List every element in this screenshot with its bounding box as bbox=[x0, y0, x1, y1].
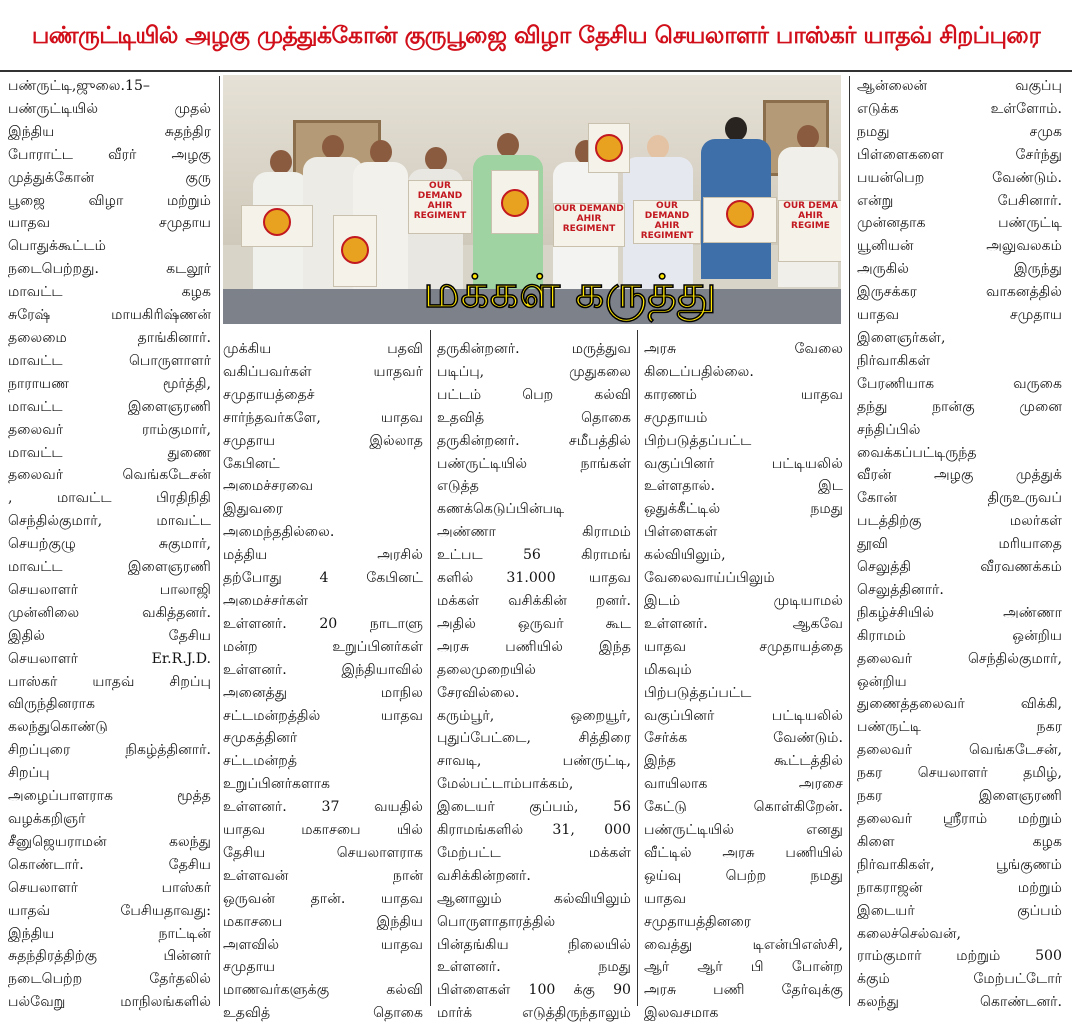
article-line: கிளை கழக bbox=[857, 833, 1062, 850]
photo-placard: OUR DEMAND AHIR REGIMENT bbox=[408, 180, 472, 234]
article-line: சமுகத்தினர் bbox=[223, 730, 298, 747]
article-line: உள்ளனர். இந்தியாவில் bbox=[223, 661, 423, 678]
article-line: பிற்படுத்தப்பட்ட bbox=[644, 684, 752, 701]
article-line: பயன்பெற வேண்டும். bbox=[857, 169, 1062, 186]
article-line: நகர இளைஞரணி bbox=[857, 788, 1062, 805]
article-line: மேற்பட்ட மக்கள் bbox=[437, 844, 631, 861]
article-line: உதவித் தொகை bbox=[437, 409, 631, 426]
article-line: எடுத்த bbox=[437, 478, 479, 495]
article-line: செந்தில்குமார், மாவட்ட bbox=[8, 513, 211, 530]
article-line: பண்ருட்டி,ஜுலை.15– bbox=[8, 78, 150, 94]
photo-placard bbox=[703, 197, 777, 243]
article-line: கலந்துகொண்டு bbox=[8, 719, 108, 736]
article-line: சிறப்புரை நிகழ்த்தினார். bbox=[8, 742, 211, 759]
article-line: மார்க் எடுத்திருந்தாலும் bbox=[437, 1005, 631, 1022]
article-line: சமுதாய இல்லாத bbox=[223, 432, 423, 449]
article-line: அமைச்சரவை bbox=[223, 478, 314, 495]
article-line: மாவட்ட கழக bbox=[8, 284, 211, 301]
article-line: அரசு பணி தேர்வுக்கு bbox=[644, 982, 843, 999]
article-line: புதுப்பேட்டை, சித்திரை bbox=[437, 730, 631, 747]
article-line: அழைப்பாளராக மூத்த bbox=[8, 788, 211, 805]
article-column-5 bbox=[857, 75, 1062, 1014]
article-line: உதவித் தொகை bbox=[223, 1005, 423, 1022]
article-line: செயலாளர் பாஸ்கர் bbox=[8, 879, 211, 896]
article-line: தலைவர் செந்தில்குமார், bbox=[857, 650, 1062, 667]
article-line: ஆர் ஆர் பி போன்ற bbox=[644, 959, 843, 976]
article-line: உள்ளவன் நான் bbox=[223, 867, 423, 884]
article-line: மத்திய அரசில் bbox=[223, 547, 423, 564]
photo-caption-text: மக்கள் கருத்து bbox=[423, 263, 717, 318]
article-line: ஒய்வு பெற்ற நமது bbox=[644, 867, 843, 884]
article-line: இதுவரை bbox=[223, 501, 284, 518]
article-line: நிர்வாகிகள் bbox=[857, 352, 931, 369]
article-line: என்று பேசினார். bbox=[857, 192, 1062, 209]
article-line: வகிப்பவர்கள் யாதவர் bbox=[223, 363, 423, 380]
article-line: நடைபெற்ற தேர்தலில் bbox=[8, 971, 211, 988]
article-line: இளைஞர்கள், bbox=[857, 329, 946, 346]
article-line: கலைச்செல்வன், bbox=[857, 925, 961, 942]
photo-placard: OUR DEMAND AHIR REGIMENT bbox=[553, 203, 625, 247]
article-line: எடுக்க உள்ளோம். bbox=[857, 100, 1062, 117]
article-line: பேரணியாக வருகை bbox=[857, 375, 1062, 392]
article-line: தேசிய செயலாளராக bbox=[223, 844, 423, 861]
article-line: உள்ளனர். 20 நாடாளு bbox=[223, 615, 423, 632]
article-line: கேபினட் bbox=[223, 455, 280, 472]
article-line: சட்டமன்றத்தில் யாதவ bbox=[223, 707, 423, 724]
article-line: கேட்டு கொள்கிறேன். bbox=[644, 799, 843, 816]
photo-caption bbox=[350, 262, 790, 326]
article-line: ராம்குமார் மற்றும் 500 bbox=[857, 948, 1062, 965]
article-line: சீனுஜெயராமன் கலந்து bbox=[8, 833, 211, 850]
article-line: முன்னிலை வகித்தனர். bbox=[8, 604, 211, 621]
article-line: கிராமம் ஒன்றிய bbox=[857, 627, 1062, 644]
article-line: மாவட்ட இளைஞரணி bbox=[8, 398, 211, 415]
column-divider-4 bbox=[849, 76, 850, 1006]
article-line: உறுப்பினர்களாக bbox=[223, 776, 331, 793]
article-line: சமுதாயம் bbox=[644, 409, 708, 426]
article-line: வகுப்பினர் பட்டியலில் bbox=[644, 455, 843, 472]
article-line: சேரவில்லை. bbox=[437, 684, 520, 701]
article-line: காரணம் யாதவ bbox=[644, 386, 843, 403]
article-line: சட்டமன்றத் bbox=[223, 753, 298, 770]
article-line: பிற்படுத்தப்பட்ட bbox=[644, 432, 752, 449]
article-line: கலந்து கொண்டனர். bbox=[857, 994, 1062, 1011]
article-line: யாதவ bbox=[644, 890, 687, 907]
article-line: இதில் தேசிய bbox=[8, 627, 211, 644]
article-line: உள்ளனர். நமது bbox=[437, 959, 631, 976]
headline-text: பண்ருட்டியில் அழகு முத்துக்கோன் குருபூஜை விழா தேசிய செயலாளர் பாஸ்கர் யாதவ் சிறப்புரை bbox=[31, 20, 1041, 49]
article-line: யாதவ் பேசியதாவது: bbox=[8, 902, 211, 919]
article-line: ஒதுக்கீட்டில் நமது bbox=[644, 501, 843, 518]
article-line: , மாவட்ட பிரதிநிதி bbox=[8, 490, 211, 507]
article-column-3 bbox=[437, 338, 631, 1025]
article-line: உள்ளனர். ஆகவே bbox=[644, 615, 843, 632]
article-line: ஆனாலும் கல்வியிலும் bbox=[437, 890, 631, 907]
column-divider-2 bbox=[430, 330, 431, 1006]
article-line: சமுதாய bbox=[223, 959, 276, 976]
article-line: தூவி மரியாதை bbox=[857, 536, 1062, 553]
headline bbox=[0, 0, 1072, 72]
article-line: பிள்ளைகளை சேர்ந்து bbox=[857, 146, 1062, 163]
article-line: உள்ளனர். 37 வயதில் bbox=[223, 799, 423, 816]
article-line: யாதவ மகாசபை யில் bbox=[223, 822, 423, 839]
article-line: பல்வேறு மாநிலங்களில் bbox=[8, 994, 211, 1011]
article-line: பிள்ளைகள் 100 க்கு 90 bbox=[437, 982, 631, 999]
article-line: ஒன்றிய bbox=[857, 673, 907, 690]
article-line: மாவட்ட துணை bbox=[8, 444, 211, 461]
column-divider-1 bbox=[219, 76, 220, 1006]
article-line: அருகில் இருந்து bbox=[857, 261, 1062, 278]
article-line: சேர்க்க வேண்டும். bbox=[644, 730, 843, 747]
article-line: மாணவர்களுக்கு கல்வி bbox=[223, 982, 423, 999]
article-line: நடைபெற்றது. கடலூர் bbox=[8, 261, 211, 278]
article-line: யாதவ சமுதாய bbox=[8, 215, 211, 232]
article-line: வீட்டில் அரசு பணியில் bbox=[644, 844, 843, 861]
photo-placard bbox=[491, 170, 539, 234]
article-line: இடம் முடியாமல் bbox=[644, 592, 843, 609]
article-line: அரசு பணியில் இந்த bbox=[437, 638, 631, 655]
article-line: மேல்பட்டாம்பாக்கம், bbox=[437, 776, 574, 793]
article-line: கொண்டார். தேசிய bbox=[8, 856, 211, 873]
article-line: துணைத்தலைவர் விக்கி, bbox=[857, 696, 1062, 713]
article-line: தலைமை தாங்கினார். bbox=[8, 329, 211, 346]
article-line: போராட்ட வீரர் அழகு bbox=[8, 146, 211, 163]
article-line: கிடைப்பதில்லை. bbox=[644, 363, 754, 380]
article-line: கோன் திருஉருவப் bbox=[857, 490, 1062, 507]
article-line: தலைமுறையில் bbox=[437, 661, 536, 678]
article-line: முத்துக்கோன் குரு bbox=[8, 169, 211, 186]
article-line: படத்திற்கு மலர்கள் bbox=[857, 513, 1062, 530]
article-line: சந்திப்பில் bbox=[857, 421, 921, 438]
article-column-2 bbox=[223, 338, 423, 1025]
article-line: நாகராஜன் மற்றும் bbox=[857, 879, 1062, 896]
article-line: மன்ற உறுப்பினர்கள் bbox=[223, 638, 423, 655]
article-line: நகர செயலாளர் தமிழ், bbox=[857, 765, 1062, 782]
article-line: களில் 31.000 யாதவ bbox=[437, 570, 631, 587]
article-line: வாயிலாக அரசை bbox=[644, 776, 843, 793]
article-line: தருகின்றனர். மருத்துவ bbox=[437, 341, 631, 357]
article-line: பொதுக்கூட்டம் bbox=[8, 238, 106, 255]
article-line: மக்கள் வசிக்கின் றனர். bbox=[437, 592, 631, 609]
article-line: சார்ந்தவர்களே, யாதவ bbox=[223, 409, 423, 426]
article-line: பின்தங்கிய நிலையில் bbox=[437, 936, 631, 953]
article-line: தற்போது 4 கேபினட் bbox=[223, 570, 423, 587]
article-line: அரசு வேலை bbox=[644, 341, 843, 357]
article-line: அனைத்து மாநில bbox=[223, 684, 423, 701]
article-line: யாதவ சமுதாய bbox=[857, 307, 1062, 324]
article-line: இந்திய நாட்டின் bbox=[8, 925, 211, 942]
article-line: செயற்குழு சுகுமார், bbox=[8, 536, 211, 553]
article-line: பண்ருட்டி நகர bbox=[857, 719, 1062, 736]
article-line: மாவட்ட பொருளாளர் bbox=[8, 352, 211, 369]
article-line: இடையர் குப்பம், 56 bbox=[437, 799, 631, 816]
article-line: செயலாளர் Er.R.J.D. bbox=[8, 650, 211, 667]
article-line: மாவட்ட இளைஞரணி bbox=[8, 559, 211, 576]
article-line: செலுத்தினார். bbox=[857, 581, 944, 598]
article-line: க்கும் மேற்பட்டோர் bbox=[857, 971, 1062, 988]
article-line: விருந்தினராக bbox=[8, 696, 96, 713]
article-line: முக்கிய பதவி bbox=[223, 341, 423, 357]
article-line: பூஜை விழா மற்றும் bbox=[8, 192, 211, 209]
article-line: கிராமங்களில் 31, 000 bbox=[437, 822, 631, 839]
article-line: அமைந்ததில்லை. bbox=[223, 524, 335, 541]
article-line: இந்த கூட்டத்தில் bbox=[644, 753, 843, 770]
article-line: வேலைவாய்ப்பிலும் bbox=[644, 570, 775, 587]
photo-placard bbox=[588, 123, 630, 173]
article-line: பாஸ்கர் யாதவ் சிறப்பு bbox=[8, 673, 211, 690]
photo-placard: OUR DEMAND AHIR REGIMENT bbox=[633, 200, 701, 244]
article-line: பட்டம் பெற கல்வி bbox=[437, 386, 631, 403]
article-line: சுரேஷ் மாயகிரிஷ்ணன் bbox=[8, 307, 211, 324]
column-divider-3 bbox=[637, 330, 638, 1006]
article-line: முன்னதாக பண்ருட்டி bbox=[857, 215, 1062, 232]
article-line: கல்வியிலும், bbox=[644, 547, 726, 564]
article-line: சிறப்பு bbox=[8, 765, 50, 782]
article-line: யூனியன் அலுவலகம் bbox=[857, 238, 1062, 255]
article-line: கரும்பூர், ஒறையூர், bbox=[437, 707, 631, 724]
article-line: வகுப்பினர் பட்டியலில் bbox=[644, 707, 843, 724]
article-line: மிகவும் bbox=[644, 661, 692, 678]
article-line: அண்ணா கிராமம் bbox=[437, 524, 631, 541]
article-line: கணக்கெடுப்பின்படி bbox=[437, 501, 565, 518]
article-line: தலைவர் ராம்குமார், bbox=[8, 421, 211, 438]
article-line: இலவசமாக bbox=[644, 1005, 719, 1022]
article-line: நமது சமுக bbox=[857, 123, 1062, 140]
article-line: அமைச்சர்கள் bbox=[223, 592, 309, 609]
photo-placard: OUR DEMA AHIR REGIME bbox=[778, 200, 841, 262]
photo-placard bbox=[241, 205, 313, 247]
article-line: இருசக்கர வாகனத்தில் bbox=[857, 284, 1062, 301]
article-line: அளவில் யாதவ bbox=[223, 936, 423, 953]
article-line: செலுத்தி வீரவணக்கம் bbox=[857, 559, 1062, 576]
article-line: வீரன் அழகு முத்துக் bbox=[857, 467, 1062, 484]
article-line: சமுதாயத்தைச் bbox=[223, 386, 315, 403]
article-line: உட்பட 56 கிராமங் bbox=[437, 547, 631, 564]
article-line: வழக்கறிஞர் bbox=[8, 811, 86, 827]
article-line: மகாசபை இந்திய bbox=[223, 913, 423, 930]
article-line: இந்திய சுதந்திர bbox=[8, 123, 211, 140]
article-line: பிள்ளைகள் bbox=[644, 524, 718, 541]
article-line: சாவடி, பண்ருட்டி, bbox=[437, 753, 631, 770]
article-column-1 bbox=[8, 75, 211, 1014]
article-line: சுதந்திரத்திற்கு பின்னர் bbox=[8, 948, 211, 965]
article-line: பண்ருட்டியில் முதல் bbox=[8, 100, 211, 117]
article-line: நிர்வாகிகள், பூங்குணம் bbox=[857, 856, 1062, 873]
article-line: தலைவர் வெங்கடேசன், bbox=[857, 742, 1062, 759]
article-line: பண்ருட்டியில் நாங்கள் bbox=[437, 455, 631, 472]
article-line: செயலாளர் பாலாஜி bbox=[8, 581, 211, 598]
article-line: ஒருவன் தான். யாதவ bbox=[223, 890, 423, 907]
headline-rule bbox=[0, 70, 1072, 72]
article-line: பண்ருட்டியில் எனது bbox=[644, 822, 843, 839]
article-column-4 bbox=[644, 338, 843, 1025]
article-line: சமுதாயத்தினரை bbox=[644, 913, 752, 930]
article-line: வசிக்கின்றனர். bbox=[437, 867, 531, 884]
article-line: அதில் ஒருவர் கூட bbox=[437, 615, 631, 632]
article-line: தலைவர் ஸ்ரீராம் மற்றும் bbox=[857, 811, 1062, 827]
article-line: பொருளாதாரத்தில் bbox=[437, 913, 556, 930]
article-line: வைக்கப்பட்டிருந்த bbox=[857, 444, 977, 461]
article-line: தந்து நான்கு முனை bbox=[857, 398, 1062, 415]
article-line: உள்ளதால். இட bbox=[644, 478, 843, 495]
article-line: நாராயண மூர்த்தி, bbox=[8, 375, 211, 392]
article-line: தலைவர் வெங்கடேசன் bbox=[8, 467, 211, 484]
article-line: படிப்பு, முதுகலை bbox=[437, 363, 631, 380]
article-line: நிகழ்ச்சியில் அண்ணா bbox=[857, 604, 1062, 621]
article-line: ஆன்லைன் வகுப்பு bbox=[857, 78, 1062, 94]
article-line: யாதவ சமுதாயத்தை bbox=[644, 638, 843, 655]
article-line: இடையர் குப்பம் bbox=[857, 902, 1062, 919]
article-line: வைத்து டிஎன்பிஎஸ்சி, bbox=[644, 936, 843, 953]
article-line: தருகின்றனர். சமீபத்தில் bbox=[437, 432, 631, 449]
